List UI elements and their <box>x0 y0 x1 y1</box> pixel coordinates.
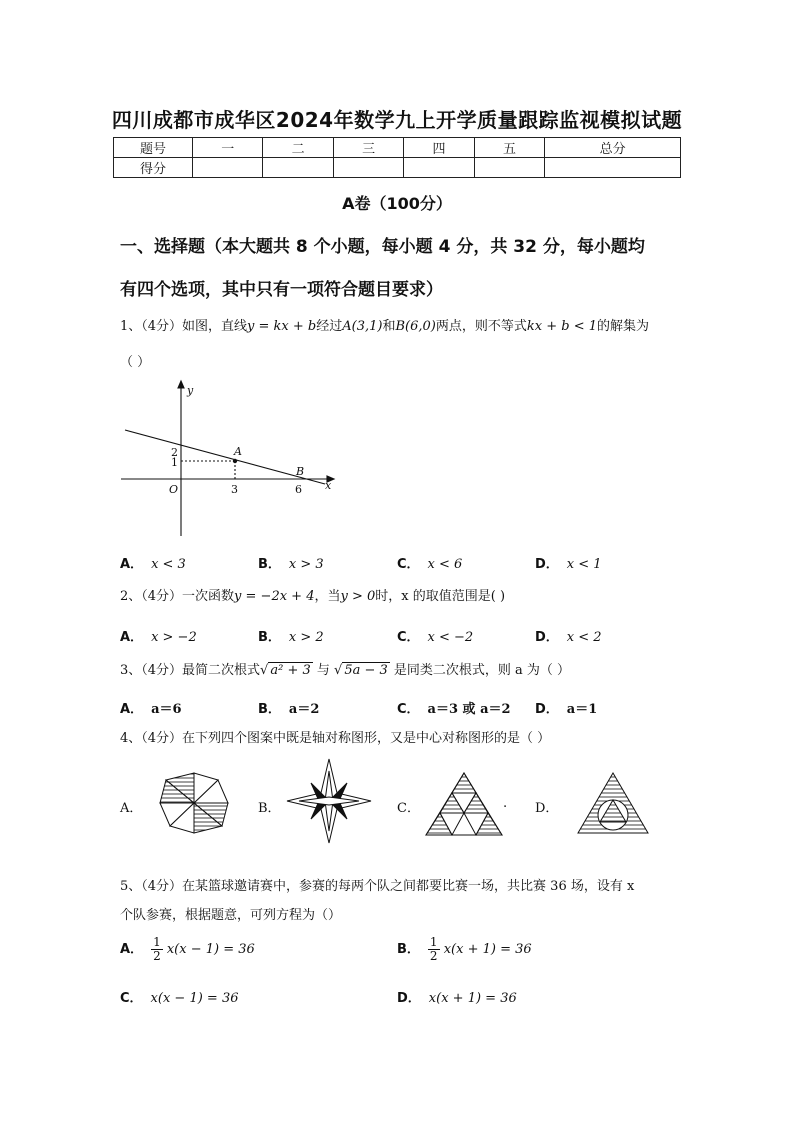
point-a-label: A <box>234 445 242 458</box>
q2-option-b[interactable]: B． x > 2 <box>258 630 324 645</box>
score-cell[interactable] <box>193 158 263 178</box>
question-1-stem: 1、（4分）如图，直线y = kx + b经过A(3,1)和B(6,0)两点，则不等式kx + b < 1的解集为 <box>120 319 650 334</box>
origin-label: O <box>169 483 179 496</box>
q4-dot: . <box>503 796 508 811</box>
q5-option-a[interactable]: A． $\frac{1}{2}$ x(x − 1) = 36 <box>120 935 255 963</box>
score-table <box>113 137 681 178</box>
score-cell: 一 <box>193 138 263 158</box>
score-table-header-row <box>114 138 681 158</box>
score-cell[interactable] <box>263 158 333 178</box>
score-cell[interactable] <box>545 158 681 178</box>
q2-option-c[interactable]: C． x < −2 <box>397 630 474 645</box>
q5-option-b[interactable]: B． $\frac{1}{2}$ x(x + 1) = 36 <box>397 935 532 963</box>
section-heading-line1: 一、选择题（本大题共 8 个小题，每小题 4 分，共 32 分，每小题均 <box>120 237 645 257</box>
tick-label-x6: 6 <box>295 483 302 496</box>
q3-option-c[interactable]: C． a＝3 或 a＝2 <box>397 702 511 717</box>
point-b-label: B <box>296 465 305 478</box>
question-2-stem: 2、（4分）一次函数y = −2x + 4，当y > 0时，x 的取值范围是( ) <box>120 589 506 604</box>
score-table-score-row <box>114 158 681 178</box>
score-cell: 三 <box>333 138 403 158</box>
score-cell[interactable] <box>333 158 403 178</box>
q1-option-d[interactable]: D． x < 1 <box>535 557 602 572</box>
score-cell: 得分 <box>114 158 193 178</box>
score-cell: 二 <box>263 138 333 158</box>
question-4-stem: 4、（4分）在下列四个图案中既是轴对称图形，又是中心对称图形的是（ ） <box>120 731 551 746</box>
x-axis-label: x <box>325 479 332 492</box>
y-axis-label: y <box>187 384 194 397</box>
tick-label-y1: 1 <box>171 456 178 469</box>
score-cell[interactable] <box>474 158 544 178</box>
line-y-kx-b <box>125 430 325 484</box>
q5-option-c[interactable]: C． x(x − 1) = 36 <box>120 991 239 1006</box>
tick-label-y2: 2 <box>171 446 178 459</box>
question-5-line1: 5、（4分）在某篮球邀请赛中，参赛的每两个队之间都要比赛一场，共比赛 36 场，设有 x <box>120 879 635 894</box>
q4-figure-a[interactable] <box>148 768 240 838</box>
question-3-stem: 3、（4分）最简二次根式√ a² + 3 与 √ 5a − 3 是同类二次根式，则 a 为（ ） <box>120 663 571 678</box>
question-1-graph <box>115 378 340 540</box>
q3-option-b[interactable]: B． a＝2 <box>258 702 320 717</box>
q2-option-a[interactable]: A． x > −2 <box>120 630 197 645</box>
q1-option-c[interactable]: C． x < 6 <box>397 557 463 572</box>
q3-option-a[interactable]: A． a＝6 <box>120 702 182 717</box>
score-cell: 题号 <box>114 138 193 158</box>
score-cell: 五 <box>474 138 544 158</box>
q4-option-c-letter[interactable]: C． <box>397 801 420 816</box>
question-1-paren: （ ） <box>120 355 151 370</box>
q4-figure-b[interactable] <box>283 757 375 845</box>
score-cell[interactable] <box>404 158 474 178</box>
point-a <box>233 459 237 463</box>
q4-figure-d[interactable] <box>576 771 650 835</box>
q2-option-d[interactable]: D． x < 2 <box>535 630 602 645</box>
q4-option-a-letter[interactable]: A． <box>120 801 143 816</box>
y-axis-arrow <box>178 381 184 388</box>
question-5-line2: 个队参赛，根据题意，可列方程为（） <box>120 908 342 923</box>
q3-option-d[interactable]: D． a＝1 <box>535 702 598 717</box>
tick-label-x3: 3 <box>231 483 238 496</box>
q1-option-b[interactable]: B． x > 3 <box>258 557 324 572</box>
q1-option-a[interactable]: A． x < 3 <box>120 557 186 572</box>
q4-figure-c[interactable] <box>424 771 504 837</box>
score-cell: 四 <box>404 138 474 158</box>
q4-option-d-letter[interactable]: D． <box>535 801 559 816</box>
score-cell: 总分 <box>545 138 681 158</box>
q5-option-d[interactable]: D． x(x + 1) = 36 <box>397 991 517 1006</box>
section-heading-line2: 有四个选项，其中只有一项符合题目要求） <box>120 280 443 300</box>
q4-option-b-letter[interactable]: B． <box>258 801 281 816</box>
part-heading: A卷（100分） <box>342 194 452 213</box>
exam-title: 四川成都市成华区2024年数学九上开学质量跟踪监视模拟试题 <box>111 108 683 132</box>
